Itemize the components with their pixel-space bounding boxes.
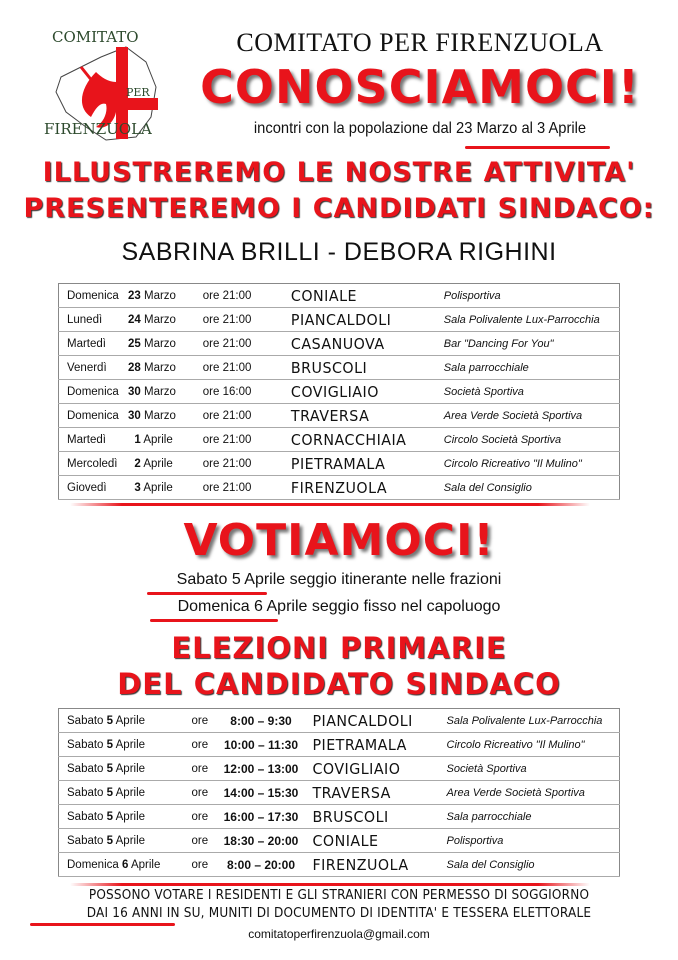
place: FIRENZUOLA [312, 853, 443, 877]
voters-info-2: DAI 16 ANNI IN SU, MUNITI DI DOCUMENTO DI IDENTITA' E TESSERA ELETTORALE [86, 906, 592, 921]
poll-row [59, 781, 620, 805]
voters-info-1: POSSONO VOTARE I RESIDENTI E GLI STRANIERI CON PERMESSO DI SOGGIORNO [88, 888, 590, 903]
venue: Sala parrocchiale [444, 356, 620, 380]
day: Giovedì [59, 476, 119, 500]
sunday-underline [150, 619, 278, 622]
date: 23 Marzo [119, 284, 203, 308]
meeting-row [59, 332, 620, 356]
place: PIANCALDOLI [312, 709, 443, 733]
meeting-row [59, 356, 620, 380]
time: ore 16:00 [203, 380, 287, 404]
time-range: 18:30 – 20:00 [214, 829, 309, 853]
meetings-subtitle: incontri con la popolazione dal 23 Marzo al 3 Aprile [253, 120, 587, 137]
place: TRAVERSA [312, 781, 443, 805]
primary-title-2: DEL CANDIDATO SINDACO [117, 667, 561, 701]
intro-line-1: ILLUSTREREMO LE NOSTRE ATTIVITA' [42, 157, 636, 188]
committee-logo: COMITATO PER FIRENZUOLA [38, 22, 173, 142]
saturday-line: Sabato 5 Aprile seggio itinerante nelle frazioni [176, 571, 502, 588]
divider [70, 503, 590, 506]
venue: Circolo Società Sportiva [444, 428, 620, 452]
ore-label: ore [192, 829, 214, 853]
meeting-row [59, 308, 620, 332]
place: CONIALE [312, 829, 443, 853]
intro-line-2: PRESENTEREMO I CANDIDATI SINDACO: [23, 193, 655, 224]
time: ore 21:00 [203, 308, 287, 332]
committee-title: COMITATO PER FIRENZUOLA [236, 28, 604, 57]
time: ore 21:00 [203, 284, 287, 308]
day: Domenica [59, 404, 119, 428]
day: Mercoledì [59, 452, 119, 476]
meetings-table [58, 283, 620, 500]
polls-table [58, 708, 620, 877]
time: ore 21:00 [203, 332, 287, 356]
place: BRUSCOLI [312, 805, 443, 829]
headline-votiamoci: VOTIAMOCI! [183, 515, 495, 566]
venue: Polisportiva [444, 284, 620, 308]
place: TRAVERSA [291, 404, 440, 428]
ore-label: ore [192, 781, 214, 805]
day: Martedì [59, 428, 119, 452]
day: Martedì [59, 332, 119, 356]
venue: Società Sportiva [444, 380, 620, 404]
poll-row [59, 829, 620, 853]
time-range: 14:00 – 15:30 [214, 781, 309, 805]
date: Sabato 5 Aprile [59, 757, 192, 781]
date: 2 Aprile [119, 452, 203, 476]
day: Domenica [59, 380, 119, 404]
venue: Circolo Ricreativo "Il Mulino" [447, 733, 620, 757]
place: BRUSCOLI [291, 356, 440, 380]
date: Sabato 5 Aprile [59, 709, 192, 733]
date: 30 Marzo [119, 380, 203, 404]
poll-row [59, 805, 620, 829]
time-range: 16:00 – 17:30 [214, 805, 309, 829]
venue: Circolo Ricreativo "Il Mulino" [444, 452, 620, 476]
contact-email[interactable]: comitatoperfirenzuola@gmail.com [248, 927, 430, 941]
meeting-row [59, 476, 620, 500]
venue: Area Verde Società Sportiva [447, 781, 620, 805]
time: ore 21:00 [203, 452, 287, 476]
time: ore 21:00 [203, 404, 287, 428]
date: 30 Marzo [119, 404, 203, 428]
day: Domenica [59, 284, 119, 308]
poll-row [59, 853, 620, 877]
date: 24 Marzo [119, 308, 203, 332]
venue: Sala Polivalente Lux-Parrocchia [444, 308, 620, 332]
meeting-row [59, 452, 620, 476]
date: Sabato 5 Aprile [59, 829, 192, 853]
meeting-row [59, 380, 620, 404]
date: Sabato 5 Aprile [59, 805, 192, 829]
date: 25 Marzo [119, 332, 203, 356]
meeting-row [59, 284, 620, 308]
place: CASANUOVA [291, 332, 440, 356]
ore-label: ore [192, 757, 214, 781]
time-range: 8:00 – 9:30 [214, 709, 309, 733]
venue: Sala del Consiglio [447, 853, 620, 877]
venue: Sala parrocchiale [447, 805, 620, 829]
saturday-underline [147, 592, 267, 595]
ore-label: ore [192, 853, 214, 877]
date: 1 Aprile [119, 428, 203, 452]
date: Sabato 5 Aprile [59, 733, 192, 757]
venue: Sala Polivalente Lux-Parrocchia [447, 709, 620, 733]
poll-row [59, 709, 620, 733]
headline-conosciamoci: CONOSCIAMOCI! [200, 60, 640, 114]
meeting-row [59, 428, 620, 452]
primary-title-1: ELEZIONI PRIMARIE [171, 631, 507, 665]
age-underline [30, 923, 175, 926]
day: Lunedì [59, 308, 119, 332]
sunday-line: Domenica 6 Aprile seggio fisso nel capoluogo [177, 598, 501, 615]
poll-row [59, 733, 620, 757]
time-range: 10:00 – 11:30 [214, 733, 309, 757]
date: Sabato 5 Aprile [59, 781, 192, 805]
time: ore 21:00 [203, 356, 287, 380]
venue: Polisportiva [447, 829, 620, 853]
ore-label: ore [192, 805, 214, 829]
venue: Sala del Consiglio [444, 476, 620, 500]
place: PIANCALDOLI [291, 308, 440, 332]
place: PIETRAMALA [291, 452, 440, 476]
place: COVIGLIAIO [291, 380, 440, 404]
place: PIETRAMALA [312, 733, 443, 757]
time-range: 12:00 – 13:00 [214, 757, 309, 781]
date-underline [465, 146, 610, 149]
venue: Bar "Dancing For You" [444, 332, 620, 356]
divider [70, 883, 590, 886]
date: 3 Aprile [119, 476, 203, 500]
day: Venerdì [59, 356, 119, 380]
time: ore 21:00 [203, 428, 287, 452]
venue: Società Sportiva [447, 757, 620, 781]
venue: Area Verde Società Sportiva [444, 404, 620, 428]
place: CORNACCHIAIA [291, 428, 440, 452]
ore-label: ore [192, 709, 214, 733]
date: 28 Marzo [119, 356, 203, 380]
time-range: 8:00 – 20:00 [214, 853, 309, 877]
date: Domenica 6 Aprile [59, 853, 192, 877]
time: ore 21:00 [203, 476, 287, 500]
ore-label: ore [192, 733, 214, 757]
place: FIRENZUOLA [291, 476, 440, 500]
place: CONIALE [291, 284, 440, 308]
poll-row [59, 757, 620, 781]
place: COVIGLIAIO [312, 757, 443, 781]
candidates-names: SABRINA BRILLI - DEBORA RIGHINI [121, 238, 557, 266]
meeting-row [59, 404, 620, 428]
